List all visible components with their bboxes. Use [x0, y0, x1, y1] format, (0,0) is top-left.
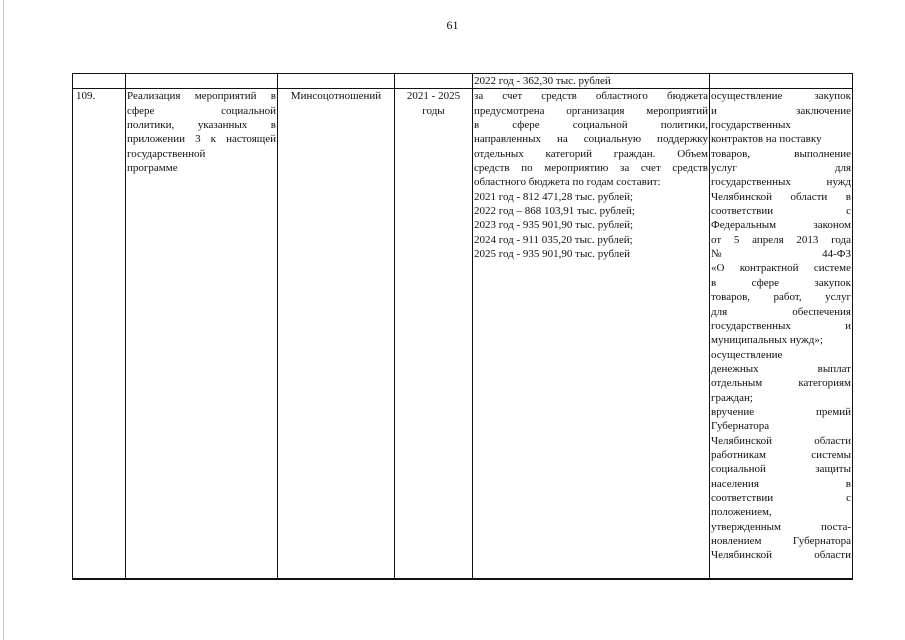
expected-result-line: отдельным категориям — [711, 377, 851, 390]
expected-result-line: соответствии с — [711, 491, 851, 504]
expected-result-line: работникам системы — [711, 448, 851, 461]
funding-continuation-line: 2022 год - 362,30 тыс. рублей — [474, 75, 611, 87]
measure-name-line: программе — [127, 162, 178, 175]
cell-number-empty — [73, 74, 126, 89]
page-number: 61 — [446, 18, 459, 32]
expected-result-line: № 44-ФЗ — [711, 248, 851, 261]
measure-name-text — [127, 89, 276, 175]
expected-result-line: новлением Губернатора — [711, 535, 851, 547]
expected-result-line: для обеспечения — [711, 305, 851, 318]
funding-line: 2021 год - 812 471,28 тыс. рублей; — [474, 190, 634, 203]
funding-line: за счет средств областного бюджета — [474, 90, 708, 103]
funding-line: направленных на социальную поддержку — [474, 133, 708, 146]
cell-funding-continuation — [473, 74, 710, 89]
expected-result-line: государственных нужд — [711, 176, 851, 189]
expected-result-line: соответствии с — [711, 205, 851, 218]
expected-result-line: осуществление закупок — [711, 90, 851, 103]
measure-name-line: приложении 3 к настоящей — [127, 133, 276, 146]
expected-result-line: от 5 апреля 2013 года — [711, 233, 851, 246]
expected-result-line: граждан; — [711, 391, 753, 404]
cell-executor-empty — [278, 74, 395, 89]
cell-name-empty — [126, 74, 278, 89]
period-line: годы — [422, 104, 445, 117]
expected-result-text — [711, 89, 851, 562]
table-row-109 — [73, 89, 853, 580]
cell-row-number — [73, 89, 126, 580]
expected-result-line: Федеральным законом — [711, 219, 851, 232]
expected-result-line: государственных и — [711, 319, 851, 332]
expected-result-line: и заключение — [711, 104, 851, 117]
funding-line: 2022 год – 868 103,91 тыс. рублей; — [474, 205, 635, 218]
expected-result-line: Челябинской области — [711, 549, 851, 562]
expected-result-line: в сфере закупок — [711, 276, 851, 289]
funding-line: областного бюджета по годам составит: — [474, 176, 661, 189]
period-text — [396, 89, 471, 118]
program-measures-table — [72, 73, 853, 580]
funding-text — [474, 89, 708, 261]
expected-result-line: вручение премий — [711, 405, 851, 418]
expected-result-line: товаров, выполнение — [711, 147, 851, 160]
scan-margin-line — [3, 0, 4, 640]
cell-executor — [278, 89, 395, 580]
cell-measure-name — [126, 89, 278, 580]
measure-name-line: сфере социальной — [127, 104, 276, 117]
measure-name-line: государственной — [127, 147, 206, 160]
funding-line: 2025 год - 935 901,90 тыс. рублей — [474, 248, 631, 261]
funding-line: отдельных категорий граждан. Объем — [474, 147, 708, 160]
measure-name-line: политики, указанных в — [127, 119, 276, 132]
measure-name-line: Реализация мероприятий в — [127, 90, 276, 103]
executor-name: Минсоцотношений — [290, 90, 382, 103]
expected-result-line: осуществление — [711, 348, 783, 361]
cell-period — [395, 89, 473, 580]
expected-result-line: утвержденным поста- — [711, 520, 851, 533]
expected-result-line: муниципальных нужд»; — [711, 334, 823, 347]
period-line: 2021 - 2025 — [406, 90, 461, 103]
cell-result-empty — [710, 74, 853, 89]
funding-line: 2024 год - 911 035,20 тыс. рублей; — [474, 233, 633, 246]
expected-result-line: государственных — [711, 119, 791, 132]
expected-result-line: Челябинской области в — [711, 190, 851, 203]
expected-result-line: положением, — [711, 506, 772, 519]
expected-result-line: населения в — [711, 477, 851, 490]
cell-period-empty — [395, 74, 473, 89]
funding-line: предусмотрена организация мероприятий — [474, 104, 708, 117]
expected-result-line: денежных выплат — [711, 362, 851, 375]
row-number: 109. — [76, 90, 96, 103]
cell-expected-result — [710, 89, 853, 580]
expected-result-line: Челябинской области — [711, 434, 851, 447]
table-row-continuation — [73, 74, 853, 89]
funding-line: средств по мероприятию за счет средств — [474, 162, 708, 175]
expected-result-line: «О контрактной системе — [711, 262, 851, 275]
expected-result-line: Губернатора — [711, 420, 770, 433]
expected-result-line: контрактов на поставку — [711, 133, 822, 146]
expected-result-line: товаров, работ, услуг — [711, 291, 851, 304]
funding-line: в сфере социальной политики, — [474, 119, 708, 132]
cell-funding — [473, 89, 710, 580]
expected-result-line: социальной защиты — [711, 463, 851, 476]
expected-result-line: услуг для — [711, 162, 851, 175]
funding-line: 2023 год - 935 901,90 тыс. рублей; — [474, 219, 634, 232]
